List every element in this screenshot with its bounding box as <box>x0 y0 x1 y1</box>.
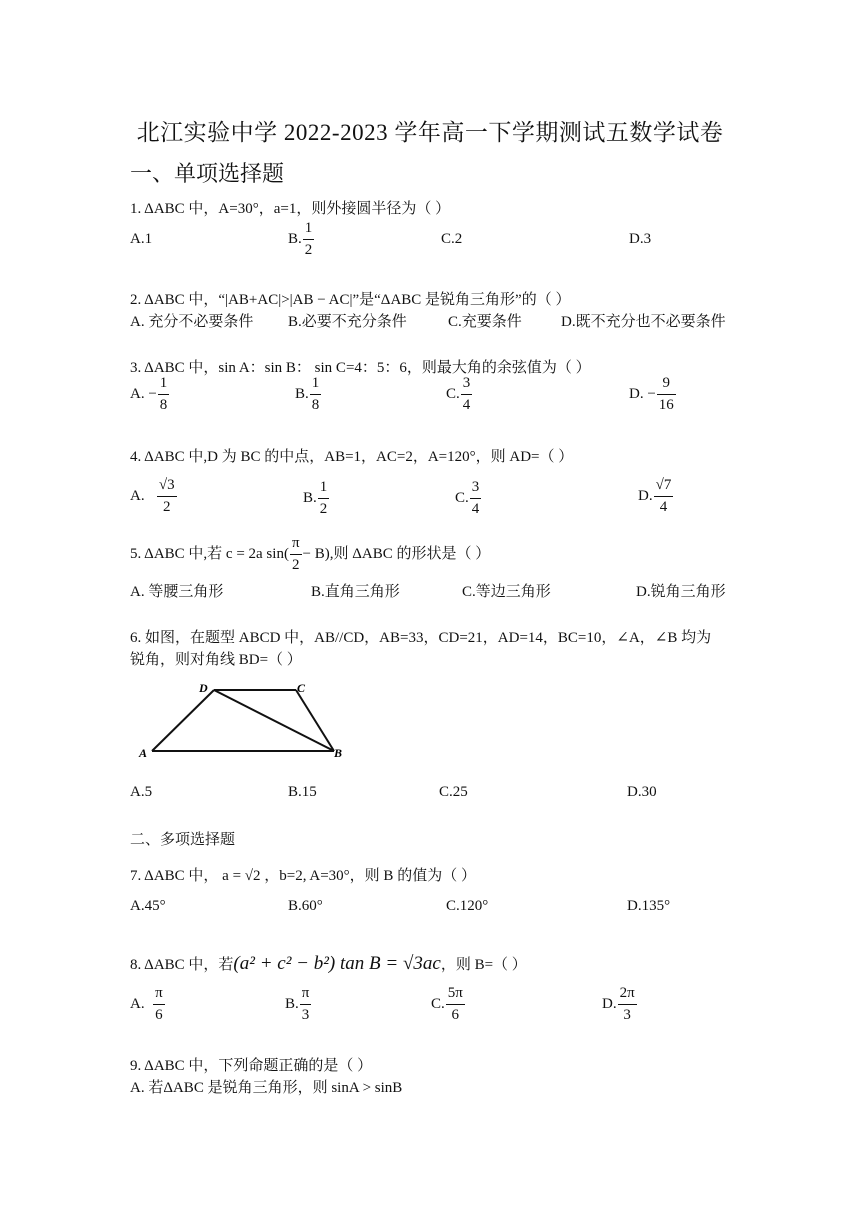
trapezoid-figure <box>130 676 360 766</box>
q1-option-c: C.2 <box>441 231 463 247</box>
q4-option-b: B. $\frac{1}{2}$ <box>303 479 328 517</box>
q5-option-a: A. 等腰三角形 <box>130 584 224 600</box>
q1-option-a: A.1 <box>130 231 153 247</box>
q2-option-b: B.必要不充分条件 <box>288 314 407 330</box>
q1-option-d: D.3 <box>629 231 652 247</box>
q2-option-c: C.充要条件 <box>448 314 522 330</box>
label-d: D <box>199 681 208 695</box>
q7-option-c: C.120° <box>446 898 489 914</box>
q8-option-a: A. $\frac{\pi}{6}$ <box>130 985 163 1023</box>
label-c: C <box>297 681 306 695</box>
label-b: B <box>334 746 343 760</box>
q7-option-d: D.135° <box>627 898 671 914</box>
question-8-stem: 8. ΔABC 中，若(a² + c² − b²) tan B = √3ac，则 B=（ ） <box>130 953 527 974</box>
question-1-stem: 1. ΔABC 中，A=30°，a=1，则外接圆半径为（ ） <box>130 201 451 217</box>
question-7-stem: 7. ΔABC 中， a = √2 ，b=2, A=30°，则 B 的值为（ ） <box>130 868 476 884</box>
q8-option-d: D. $\frac{2\pi}{3}$ <box>602 985 635 1023</box>
question-2-stem: 2. ΔABC 中，“|AB+AC|>|AB − AC|”是“ΔABC 是锐角三角形”的（ ） <box>130 292 571 308</box>
exam-title: 北江实验中学 2022-2023 学年高一下学期测试五数学试卷 <box>136 120 724 145</box>
question-4-stem: 4. ΔABC 中,D 为 BC 的中点，AB=1，AC=2，A=120°，则 AD=（ ） <box>130 449 574 465</box>
edge-ad <box>152 690 214 751</box>
q4-option-c: C. $\frac{3}{4}$ <box>455 479 480 517</box>
question-6-stem-line2: 锐角，则对角线 BD=（ ） <box>130 652 302 668</box>
q3-option-c: C. $\frac{3}{4}$ <box>446 375 471 413</box>
q9-option-a: A. 若ΔABC 是锐角三角形，则 sinA > sinB <box>130 1080 403 1096</box>
question-3-stem: 3. ΔABC 中，sin A：sin B： sin C=4：5：6，则最大角的余弦值为（ ） <box>130 360 591 376</box>
question-9-stem: 9. ΔABC 中，下列命题正确的是（ ） <box>130 1058 373 1074</box>
label-a: A <box>139 746 148 760</box>
q4-option-a: A. $\frac{√3}{2}$ <box>130 477 175 515</box>
q5-option-d: D.锐角三角形 <box>636 584 726 600</box>
q5-option-c: C.等边三角形 <box>462 584 551 600</box>
q3-option-a: A. − $\frac{1}{8}$ <box>130 375 168 413</box>
question-5-stem: 5. ΔABC 中,若 c = 2a sin( $\frac{\pi}{2}$ − B),则 ΔABC 的形状是（ ） <box>130 535 491 573</box>
q6-option-a: A.5 <box>130 784 153 800</box>
q3-option-d: D. − $\frac{9}{16}$ <box>629 375 674 413</box>
q8-option-b: B. $\frac{\pi}{3}$ <box>285 985 310 1023</box>
section-single-choice: 一、单项选择题 <box>130 161 285 186</box>
q6-option-c: C.25 <box>439 784 468 800</box>
q1-option-b: B. $\frac{1}{2}$ <box>288 220 313 258</box>
q8-option-c: C. $\frac{5\pi}{6}$ <box>431 985 463 1023</box>
q3-option-b: B. $\frac{1}{8}$ <box>295 375 320 413</box>
section-multiple-choice: 二、多项选择题 <box>130 832 236 848</box>
q2-option-d: D.既不充分也不必要条件 <box>561 314 726 330</box>
q6-option-b: B.15 <box>288 784 317 800</box>
q7-option-b: B.60° <box>288 898 323 914</box>
q5-option-b: B.直角三角形 <box>311 584 400 600</box>
q6-option-d: D.30 <box>627 784 657 800</box>
q4-option-d: D. $\frac{√7}{4}$ <box>638 477 672 515</box>
q7-option-a: A.45° <box>130 898 166 914</box>
q2-option-a: A. 充分不必要条件 <box>130 314 254 330</box>
question-6-stem-line1: 6. 如图，在题型 ABCD 中，AB//CD，AB=33，CD=21，AD=14，BC=10，∠A，∠B 均为 <box>130 630 712 646</box>
